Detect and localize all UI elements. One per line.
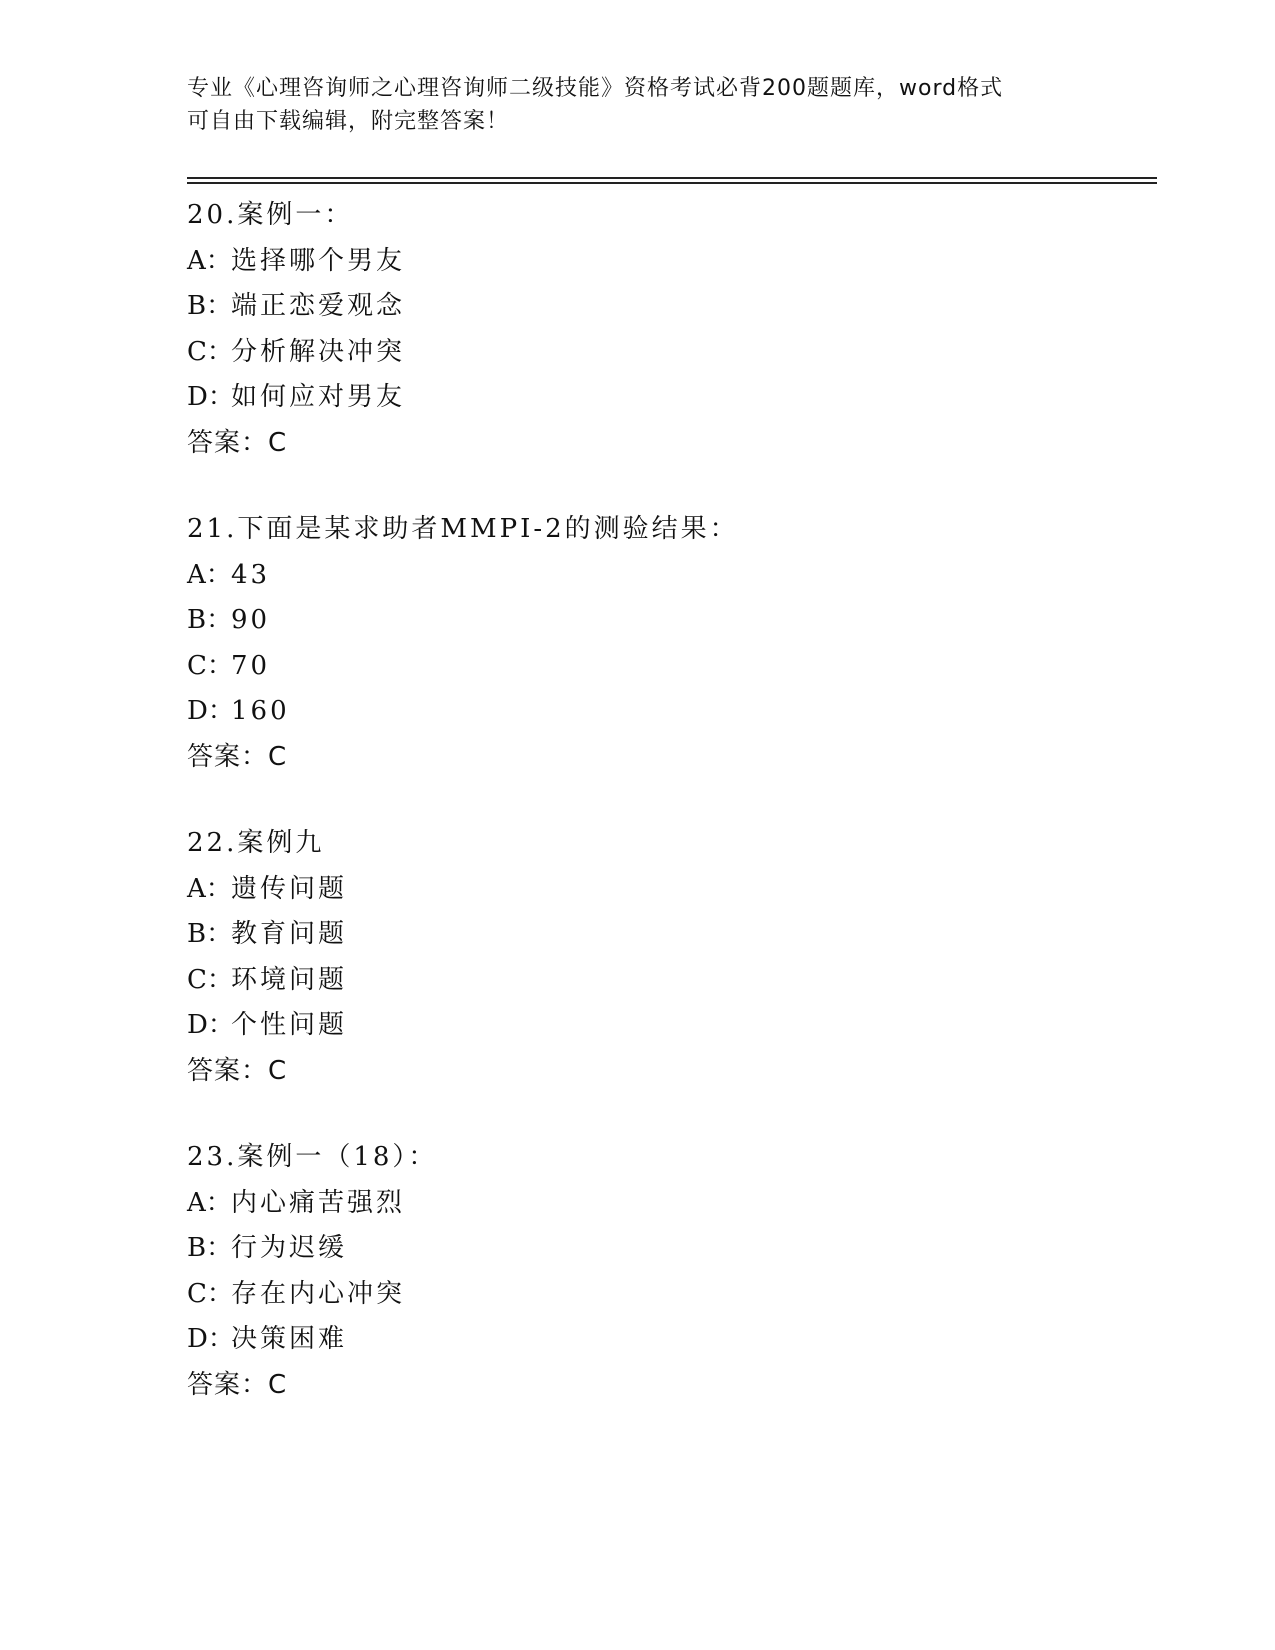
option-c	[187, 1272, 1147, 1318]
option-text: 分析解决冲突	[231, 336, 406, 367]
option-letter: D：	[187, 1010, 234, 1040]
option-a	[187, 1181, 1147, 1227]
option-letter: B：	[187, 919, 233, 949]
option-b	[187, 284, 1147, 330]
option-c	[187, 958, 1147, 1004]
option-d	[187, 1003, 1147, 1049]
option-letter: D：	[187, 382, 234, 412]
option-c	[187, 330, 1147, 376]
option-letter: B：	[187, 291, 233, 321]
answer-line: 答案：C	[187, 1055, 288, 1086]
header-line-1: 专业《心理咨询师之心理咨询师二级技能》资格考试必背200题题库，word格式	[187, 76, 1004, 101]
option-letter: A：	[187, 873, 232, 904]
option-letter: C：	[187, 1278, 233, 1309]
option-text: 43	[231, 559, 271, 590]
answer-line: 答案：C	[187, 1369, 288, 1400]
question-23	[187, 1135, 1147, 1408]
option-text: 环境问题	[231, 964, 348, 995]
option-text: 如何应对男友	[231, 382, 406, 412]
option-a	[187, 867, 1147, 913]
option-text: 遗传问题	[231, 873, 348, 904]
question-list	[187, 193, 1147, 1449]
option-c	[187, 644, 1147, 690]
option-letter: A：	[187, 245, 232, 276]
option-text: 90	[231, 605, 271, 635]
option-letter: D：	[187, 1324, 234, 1354]
answer-line: 答案：C	[187, 741, 288, 772]
option-a	[187, 553, 1147, 599]
option-text: 行为迟缓	[231, 1233, 348, 1263]
question-stem: 23.案例一（18）：	[187, 1142, 438, 1172]
option-a	[187, 239, 1147, 285]
option-letter: B：	[187, 1233, 233, 1263]
option-text: 内心痛苦强烈	[231, 1187, 406, 1218]
question-20	[187, 193, 1147, 466]
option-letter: D：	[187, 696, 234, 726]
question-stem: 22.案例九	[187, 828, 325, 858]
option-text: 选择哪个男友	[231, 245, 406, 276]
option-letter: B：	[187, 605, 233, 635]
option-d	[187, 375, 1147, 421]
option-letter: A：	[187, 1187, 232, 1218]
header-divider-bottom	[187, 182, 1157, 184]
question-stem: 20.案例一：	[187, 200, 354, 230]
option-letter: C：	[187, 650, 233, 681]
option-letter: A：	[187, 559, 232, 590]
option-text: 决策困难	[231, 1324, 348, 1354]
option-text: 个性问题	[231, 1010, 348, 1040]
option-text: 存在内心冲突	[231, 1278, 406, 1309]
option-d	[187, 1317, 1147, 1363]
question-21	[187, 507, 1147, 780]
header-divider-top	[187, 177, 1157, 179]
question-stem: 21.下面是某求助者MMPI-2的测验结果：	[187, 514, 739, 544]
document-header	[187, 72, 1087, 138]
option-text: 160	[231, 696, 290, 726]
header-line-2: 可自由下载编辑，附完整答案！	[187, 109, 510, 134]
option-text: 70	[231, 650, 271, 681]
option-b	[187, 912, 1147, 958]
option-b	[187, 1226, 1147, 1272]
answer-line: 答案：C	[187, 427, 288, 458]
option-letter: C：	[187, 964, 233, 995]
option-letter: C：	[187, 336, 233, 367]
option-d	[187, 689, 1147, 735]
question-22	[187, 821, 1147, 1094]
option-text: 端正恋爱观念	[231, 291, 406, 321]
option-text: 教育问题	[231, 919, 348, 949]
option-b	[187, 598, 1147, 644]
